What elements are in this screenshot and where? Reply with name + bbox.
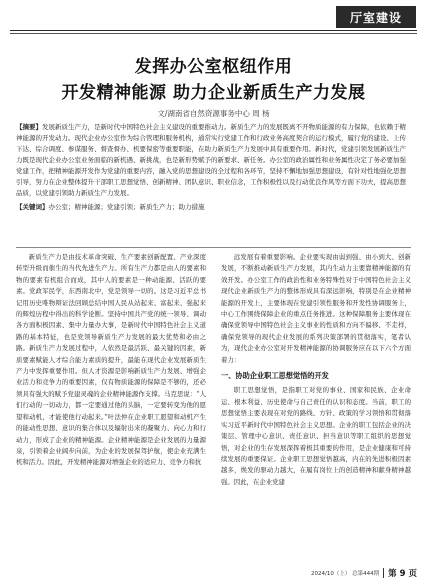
issue-info: 2024/10（上） 总第444期 (311, 571, 380, 577)
abstract-block (16, 122, 411, 213)
keywords (16, 202, 411, 213)
abstract-text: 发展新质生产力，是新时代中国特色社会主义建设的重要推动力。新质生产力的发展既离不开物质能源的有力保障，也依赖于精神能源的开发动力。现代企业办公室作为综合管理和服务机构，通常实行党建工作和行政业务高度契合的运行模式，履行党的建设、上传下达、综合调度、参谋服务、督查督办、机要保密等重要职能，在助力新质生产力发展中具有重要作用。新时代，党建引领发展新质生产力既是现代企业办公室业务面临的新机遇、新挑战，也是新形势赋予的新要求、新任务。办公室的政治属性和业务属性决定了务必要加强党建工作，把精神能源开发作为党建的重要内容，融入党的思想建设的全过程和各环节，坚持不懈地加强思想建设，有针对性地强化思想引导，努力在企业整体提升干部职工思想觉悟、创新精神、团队意识、职业信念，工作积极性以及行动优良作风等方面下功夫，提高思想品质，以党建引领助力新质生产力发展。 (16, 123, 406, 197)
page-number: 第 9 页 (388, 569, 417, 579)
abstract (16, 122, 411, 199)
keywords-text: 办公室；精神能源；党建引领；新质生产力；助力措施 (48, 203, 205, 211)
body-paragraph: 新质生产力是由技术革命突破、生产要素创新配置、产业深度转型升级而催生的当代先进生产力。所有生产力都是由人的要素和物的要素有机组合而成，其中人的要素是一种动能源、活跃的要素。党政军民学，东西南北中，党是领导一切的。这是习近平总书记用历史唯物辩证法回顾总结中国人民从站起来、富起来、强起来的辉煌历程中得出的科学论断。坚持中国共产党的统一领导、调动各方面积极因素、集中力量办大事，是新时代中国特色社会主义道路的基本特征，也是党领导新质生产力发展的最大优势和必由之路。新质生产力发展过程中，人依然是最活跃、最关键的因素，新质要素赋能人才综合能力素质的提升，最能在现代企业发展新质生产力中发挥重要作用。但人才资源是影响新质生产力发展、增强企业活力和竞争力的重要因素，仅有物质能源的保障是不够的，还必须具有强大的赋予党建灵魂的企业精神能源作支撑。马克思说：“人们行动的一切动力，都一定要通过他的头脑，一定要转变为他的愿望和动机，才能使他行动起来。”叶法仲在企业职工愿望和动机产生的能动性思想、意识的集合体以及辐射出来的凝聚力、向心力和行动力，形成了企业的精神能源。企业精神能源是企业发展的力量源泉，引领着企业阔步向前，为企业的发展保驾护航，使企业充满生机和活力。因此，开发精神能源对增强企业的适应力、竞争力和抗 (16, 253, 206, 467)
byline: 文/湖南省自然资源事务中心 周 杨 (157, 109, 270, 118)
section-heading: 一、协助企业职工思想觉悟的开发 (221, 371, 329, 381)
body-column-right (221, 252, 411, 562)
abstract-label: 【摘要】 (16, 123, 42, 131)
body-paragraph: 远发展有着重要影响。企业要实现由弱到强、由小到大、创新发展，不断推动新质生产力发展，其内生动力主要靠精神能源的有效开发。办公室工作的政治性和业务特殊性对于中国特色社会主义现代企业新质生产力的整体形成具有深远影响，特别是在企业精神能源的开发上，主要体现在党建引领性服务和开发性协调服务上，中心工作围绕保障企业的重点任务推进。这种保障服务主要体现在确保党领导中国特色社会主义事业的性质和方向不偏移、不走样，确保党领导的现代企业发展的系列决策部署的贯彻落实，笔者认为，现代企业办公室对开发精神能源的协调服务应在以下六个方面着力： (221, 253, 411, 364)
page-footer (290, 566, 417, 580)
header-rule-thin (10, 33, 417, 34)
article-title-line2: 开发精神能源 助力企业新质生产力发展 (61, 83, 366, 103)
footer-separator (383, 568, 384, 578)
header-rule (10, 30, 417, 31)
body-paragraph: 职工思想觉悟，是指职工对党的事业、国家和民族、企业命运、根本利益、历史使命与自己责任的认识和态度。当前，职工的思想觉悟主要表现在对党的路线、方针、政策的学习领悟和贯彻落实习近平新时代中国特色社会主义思想。企业的职工包括企业的决策层、管理中心意识、责任意识、担当意识等职工组织的思想觉悟，对企业的生存发展深挥着极其重要的作用，是企业健康和可持续发展的重要保证。企业职工思想觉悟越高，内在的先进积极因素越多，焕发的驱动力越大，在履有岗位上的创造精神和献身精神越强。因此，在企业党建 (221, 386, 411, 486)
body-divider (16, 247, 411, 248)
body-column-left (16, 252, 206, 562)
keywords-label: 【关键词】 (16, 203, 49, 211)
column-tag: 厅室建设 (336, 6, 416, 28)
article-title-line1: 发挥办公室枢纽作用 (134, 57, 293, 77)
